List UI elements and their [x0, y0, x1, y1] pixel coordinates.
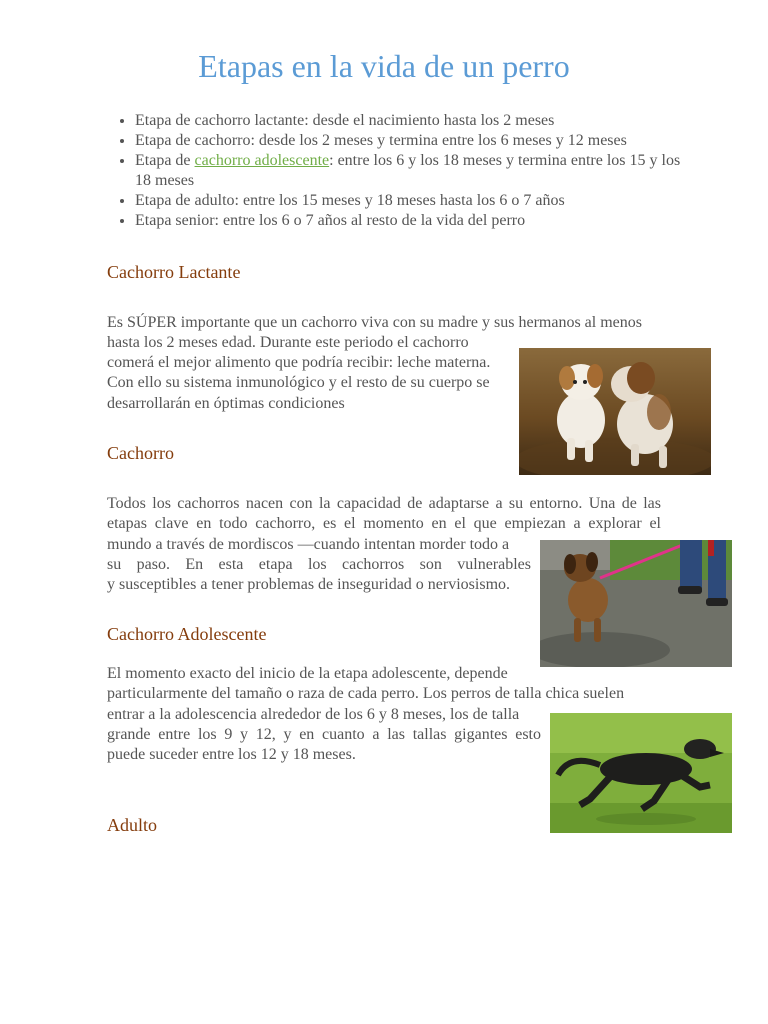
paragraph-line: desarrollarán en óptimas condiciones — [107, 395, 345, 412]
paragraph-line: grande entre los 9 y 12, y en cuanto a las tallas gigantes esto — [107, 726, 541, 743]
paragraph-line: comerá el mejor alimento que podría recibir: leche materna. — [107, 354, 491, 371]
paragraph-line: El momento exacto del inicio de la etapa adolescente, depende — [107, 665, 508, 682]
list-item: • Etapa de adulto: entre los 15 meses y 18 meses hasta los 6 o 7 años — [135, 191, 695, 211]
list-item-text: Etapa de — [135, 152, 195, 169]
list-item: • Etapa de cachorro lactante: desde el nacimiento hasta los 2 meses — [135, 111, 695, 131]
stages-list — [107, 111, 695, 231]
cachorro-adolescente-link[interactable]: cachorro adolescente — [194, 152, 330, 169]
section-heading-adolescente: Cachorro Adolescente — [107, 624, 267, 644]
section-heading-lactante: Cachorro Lactante — [107, 262, 241, 282]
paragraph-line: su paso. En esta etapa los cachorros son vulnerables — [107, 556, 531, 573]
paragraph-line: mundo a través de mordiscos —cuando intentan morder todo a — [107, 536, 510, 553]
paragraph-line: Con ello su sistema inmunológico y el resto de su cuerpo se — [107, 374, 490, 391]
paragraph-line: entrar a la adolescencia alrededor de los 6 y 8 meses, los de talla — [107, 706, 520, 723]
paragraph-line: y susceptibles a tener problemas de inseguridad o nerviosismo. — [107, 576, 511, 593]
page-title: Etapas en la vida de un perro — [198, 48, 570, 84]
list-item: • Etapa senior: entre los 6 o 7 años al resto de la vida del perro — [135, 211, 695, 231]
section-heading-adulto: Adulto — [107, 815, 158, 835]
paragraph-line: particularmente del tamaño o raza de cada perro. Los perros de talla chica suelen — [107, 685, 625, 702]
list-item — [135, 151, 695, 191]
puppies-photo — [519, 348, 711, 475]
paragraph-line: Es SÚPER importante que un cachorro viva con su madre y sus hermanos al menos — [107, 314, 642, 331]
running-dog-photo — [550, 713, 732, 833]
section-heading-cachorro: Cachorro — [107, 443, 174, 463]
list-item-text: : entre los 6 y los 18 meses y termina entre los 15 y los 18 meses — [135, 152, 681, 189]
paragraph-line: puede suceder entre los 12 y 18 meses. — [107, 746, 356, 763]
paragraph-line: etapas clave en todo cachorro, es el momento en el que empiezan a explorar el — [107, 515, 661, 532]
paragraph-line: Todos los cachorros nacen con la capacidad de adaptarse a su entorno. Una de las — [107, 495, 661, 512]
paragraph-line: hasta los 2 meses edad. Durante este periodo el cachorro — [107, 334, 469, 351]
puppy-on-leash-photo — [540, 540, 732, 667]
list-item: • Etapa de cachorro: desde los 2 meses y termina entre los 6 meses y 12 meses — [135, 131, 695, 151]
